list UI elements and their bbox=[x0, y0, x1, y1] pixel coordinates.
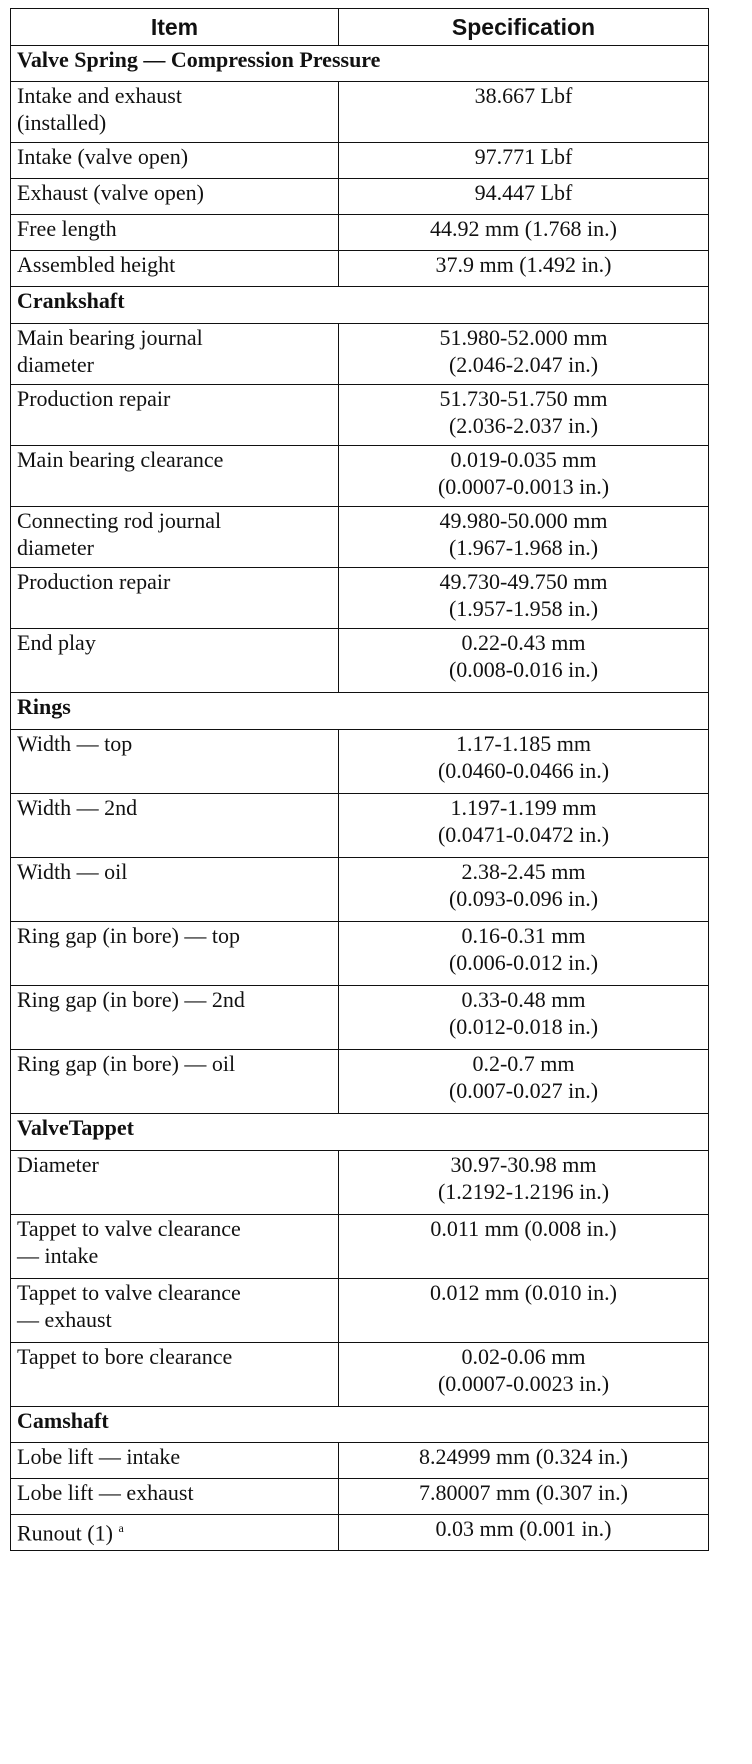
item-cell bbox=[11, 986, 339, 1050]
item-text: Intake (valve open) bbox=[17, 144, 189, 169]
specification-cell: 1.17-1.185 mm (0.0460-0.0466 in.) bbox=[339, 730, 709, 794]
table-row bbox=[11, 730, 709, 794]
specification-cell: 0.2-0.7 mm (0.007-0.027 in.) bbox=[339, 1050, 709, 1114]
table-row bbox=[11, 986, 709, 1050]
table-row bbox=[11, 251, 709, 287]
specification-cell: 0.011 mm (0.008 in.) bbox=[339, 1215, 709, 1279]
table-row bbox=[11, 922, 709, 986]
specification-cell: 0.02-0.06 mm (0.0007-0.0023 in.) bbox=[339, 1343, 709, 1407]
item-text: Runout (1) bbox=[17, 1520, 113, 1546]
table-row bbox=[11, 1343, 709, 1407]
table-row bbox=[11, 1279, 709, 1343]
item-cell bbox=[11, 1279, 339, 1343]
section-title-row bbox=[11, 287, 709, 324]
specification-cell: 2.38-2.45 mm (0.093-0.096 in.) bbox=[339, 858, 709, 922]
item-cell bbox=[11, 251, 339, 287]
table-body bbox=[11, 46, 709, 1551]
item-text: Free length bbox=[17, 216, 117, 241]
item-text: Tappet to valve clearance — intake bbox=[17, 1216, 241, 1268]
specification-table bbox=[10, 8, 709, 1551]
section-title-row bbox=[11, 1114, 709, 1151]
table-row bbox=[11, 446, 709, 507]
table-row bbox=[11, 568, 709, 629]
item-text: Lobe lift — exhaust bbox=[17, 1480, 194, 1505]
specification-cell: 1.197-1.199 mm (0.0471-0.0472 in.) bbox=[339, 794, 709, 858]
item-cell bbox=[11, 1515, 339, 1551]
item-cell bbox=[11, 858, 339, 922]
item-text: Tappet to bore clearance bbox=[17, 1344, 233, 1369]
item-cell bbox=[11, 324, 339, 385]
specification-cell: 0.16-0.31 mm (0.006-0.012 in.) bbox=[339, 922, 709, 986]
specification-cell: 51.730-51.750 mm (2.036-2.037 in.) bbox=[339, 385, 709, 446]
specification-cell: 38.667 Lbf bbox=[339, 82, 709, 143]
specification-cell: 30.97-30.98 mm (1.2192-1.2196 in.) bbox=[339, 1151, 709, 1215]
section-title: Camshaft bbox=[11, 1407, 709, 1443]
table-row bbox=[11, 507, 709, 568]
section-title: Crankshaft bbox=[11, 287, 709, 324]
item-cell bbox=[11, 1343, 339, 1407]
table-row bbox=[11, 179, 709, 215]
item-text: Width — 2nd bbox=[17, 795, 138, 820]
specification-cell: 94.447 Lbf bbox=[339, 179, 709, 215]
table-row bbox=[11, 629, 709, 693]
item-text: Production repair bbox=[17, 569, 171, 594]
item-text: End play bbox=[17, 630, 96, 655]
table-row bbox=[11, 82, 709, 143]
specification-cell: 7.80007 mm (0.307 in.) bbox=[339, 1479, 709, 1515]
item-cell bbox=[11, 629, 339, 693]
item-cell bbox=[11, 568, 339, 629]
item-cell bbox=[11, 1479, 339, 1515]
item-text: Assembled height bbox=[17, 252, 176, 277]
specification-cell: 49.730-49.750 mm (1.957-1.958 in.) bbox=[339, 568, 709, 629]
table-row bbox=[11, 1443, 709, 1479]
section-title-row bbox=[11, 1407, 709, 1443]
header-row bbox=[11, 9, 709, 46]
specification-cell: 51.980-52.000 mm (2.046-2.047 in.) bbox=[339, 324, 709, 385]
item-cell bbox=[11, 730, 339, 794]
item-cell bbox=[11, 446, 339, 507]
item-column-header: Item bbox=[11, 9, 339, 46]
section-title: ValveTappet bbox=[11, 1114, 709, 1151]
item-cell bbox=[11, 82, 339, 143]
item-text: Main bearing clearance bbox=[17, 447, 224, 472]
item-cell bbox=[11, 179, 339, 215]
table-row bbox=[11, 143, 709, 179]
item-cell bbox=[11, 1215, 339, 1279]
specification-cell: 44.92 mm (1.768 in.) bbox=[339, 215, 709, 251]
item-cell bbox=[11, 1151, 339, 1215]
section-title: Rings bbox=[11, 693, 709, 730]
table-row bbox=[11, 1050, 709, 1114]
table-row bbox=[11, 215, 709, 251]
specification-cell: 49.980-50.000 mm (1.967-1.968 in.) bbox=[339, 507, 709, 568]
item-text: Width — oil bbox=[17, 859, 128, 884]
item-text: Width — top bbox=[17, 731, 133, 756]
item-cell bbox=[11, 922, 339, 986]
section-title-row bbox=[11, 46, 709, 82]
specification-cell: 97.771 Lbf bbox=[339, 143, 709, 179]
specification-cell: 0.012 mm (0.010 in.) bbox=[339, 1279, 709, 1343]
table-row bbox=[11, 794, 709, 858]
specification-cell: 0.33-0.48 mm (0.012-0.018 in.) bbox=[339, 986, 709, 1050]
footnote-marker: a bbox=[118, 1521, 124, 1535]
table-row bbox=[11, 1151, 709, 1215]
item-cell bbox=[11, 215, 339, 251]
item-cell bbox=[11, 1443, 339, 1479]
item-text: Connecting rod journal diameter bbox=[17, 508, 222, 560]
table-row bbox=[11, 1515, 709, 1551]
specification-cell: 0.019-0.035 mm (0.0007-0.0013 in.) bbox=[339, 446, 709, 507]
item-text: Diameter bbox=[17, 1152, 99, 1177]
table-row bbox=[11, 324, 709, 385]
table-row bbox=[11, 858, 709, 922]
item-text: Ring gap (in bore) — 2nd bbox=[17, 987, 245, 1012]
item-text: Ring gap (in bore) — top bbox=[17, 923, 241, 948]
specification-cell: 0.22-0.43 mm (0.008-0.016 in.) bbox=[339, 629, 709, 693]
specification-cell: 8.24999 mm (0.324 in.) bbox=[339, 1443, 709, 1479]
item-text: Main bearing journal diameter bbox=[17, 325, 203, 377]
specification-cell: 0.03 mm (0.001 in.) bbox=[339, 1515, 709, 1551]
item-cell bbox=[11, 143, 339, 179]
item-text: Lobe lift — intake bbox=[17, 1444, 181, 1469]
section-title: Valve Spring — Compression Pressure bbox=[11, 46, 709, 82]
specification-cell: 37.9 mm (1.492 in.) bbox=[339, 251, 709, 287]
specification-column-header: Specification bbox=[339, 9, 709, 46]
table-row bbox=[11, 1479, 709, 1515]
item-cell bbox=[11, 385, 339, 446]
item-cell bbox=[11, 1050, 339, 1114]
section-title-row bbox=[11, 693, 709, 730]
item-text: Tappet to valve clearance — exhaust bbox=[17, 1280, 241, 1332]
table-row bbox=[11, 385, 709, 446]
item-text: Production repair bbox=[17, 386, 171, 411]
item-text: Exhaust (valve open) bbox=[17, 180, 204, 205]
item-cell bbox=[11, 507, 339, 568]
item-cell bbox=[11, 794, 339, 858]
table-row bbox=[11, 1215, 709, 1279]
item-text: Intake and exhaust (installed) bbox=[17, 83, 182, 135]
item-text: Ring gap (in bore) — oil bbox=[17, 1051, 236, 1076]
